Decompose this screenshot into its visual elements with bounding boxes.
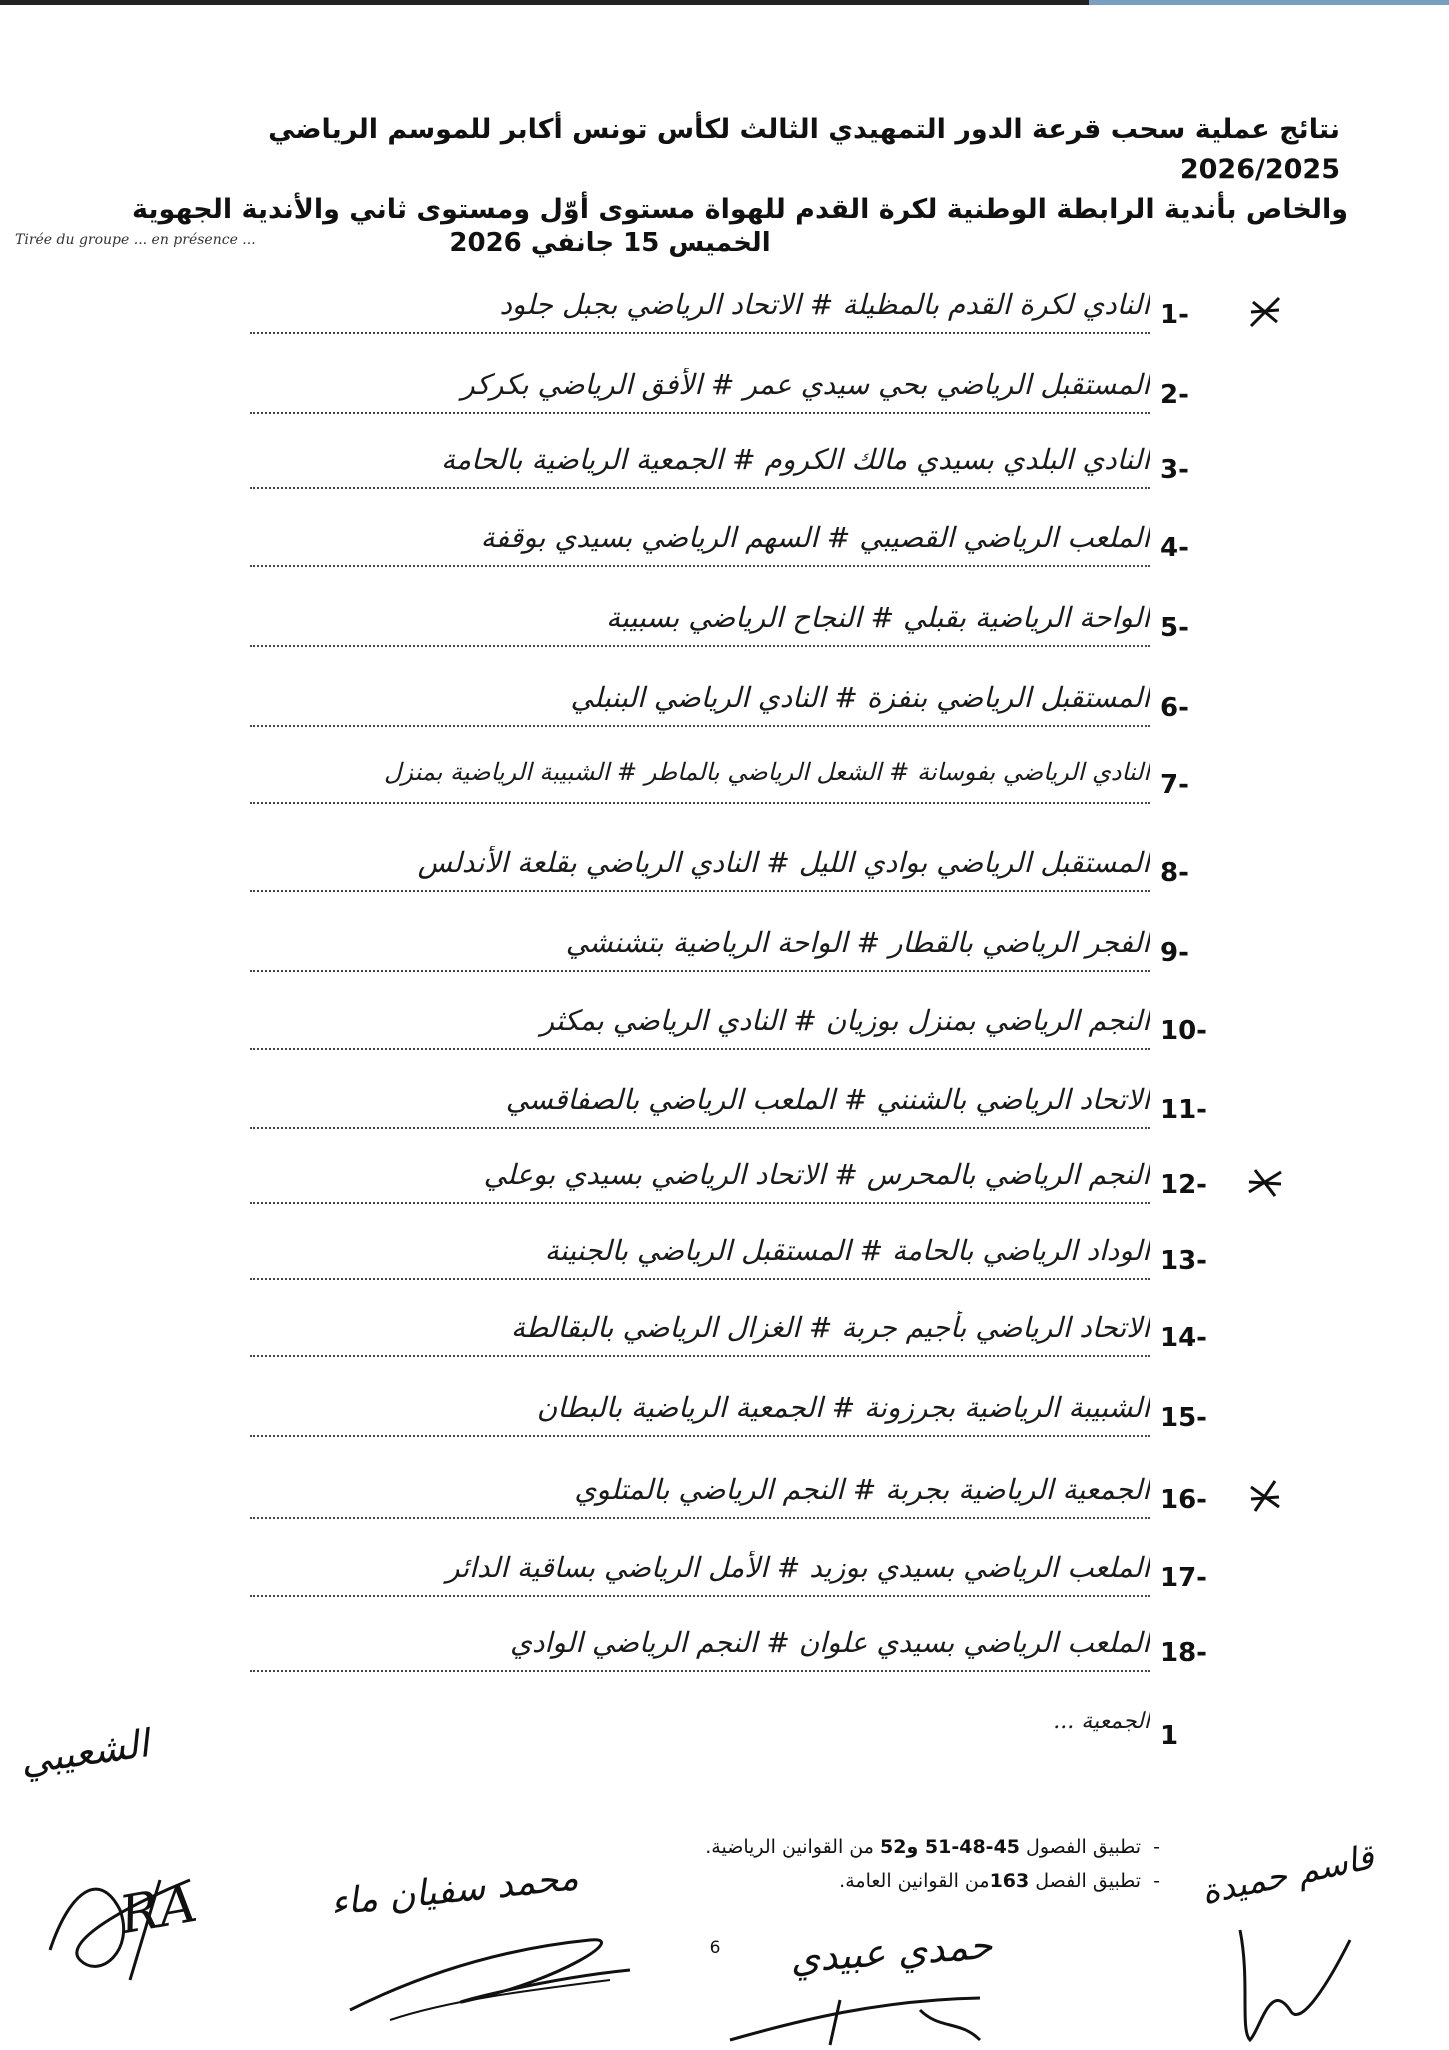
match-number: 14- (1160, 1323, 1207, 1353)
signature-right-scribble-icon (1220, 1920, 1370, 2050)
match-text: الاتحاد الرياضي بالشنني # الملعب الرياضي بالصفاقسي (505, 1083, 1150, 1116)
match-number: 2- (1160, 380, 1189, 410)
match-number: 8- (1160, 858, 1189, 888)
signature-bottom-scribble-icon (720, 1990, 1040, 2050)
signature-bottom-middle: حمدي عبيدي (788, 1922, 994, 1982)
match-text: الواحة الرياضية بقبلي # النجاح الرياضي بسبيبة (606, 601, 1150, 634)
page-number: 6 (709, 1938, 721, 1958)
star-mark-icon (1245, 1162, 1285, 1202)
dotted-line (250, 1355, 1150, 1357)
match-row (0, 1467, 1449, 1537)
match-row (0, 1385, 1449, 1455)
match-text: النادي الرياضي بفوسانة # الشعل الرياضي بالماطر # الشبيبة الرياضية بمنزل (383, 758, 1150, 786)
match-row (0, 362, 1449, 432)
match-text: النجم الرياضي بمنزل بوزيان # النادي الرياضي بمكثر (540, 1004, 1150, 1037)
match-text: الوداد الرياضي بالحامة # المستقبل الرياضي بالجنينة (544, 1234, 1150, 1267)
match-row (0, 840, 1449, 910)
match-number: 16- (1160, 1485, 1207, 1515)
match-row (0, 752, 1449, 822)
match-number: 11- (1160, 1095, 1207, 1125)
match-row (0, 1545, 1449, 1615)
note-articles: 45-48-51 و52 (879, 1836, 1021, 1858)
dotted-line (250, 565, 1150, 567)
dotted-line (250, 1202, 1150, 1204)
dotted-line (250, 802, 1150, 804)
note-item: - تطبيق الفصول 45-48-51 و52 من القوانين الرياضية. (705, 1836, 1160, 1858)
match-number: 6- (1160, 693, 1189, 723)
match-row (0, 1152, 1449, 1222)
note-text: تطبيق الفصل (1029, 1870, 1142, 1892)
match-text: الجمعية الرياضية بجربة # النجم الرياضي بالمتلوي (574, 1473, 1150, 1506)
dotted-line (250, 1048, 1150, 1050)
note-text: تطبيق الفصول (1020, 1836, 1142, 1858)
dotted-line (250, 1595, 1150, 1597)
match-number: 10- (1160, 1016, 1207, 1046)
signature-left-scribble-icon (40, 1850, 240, 2000)
match-number: 1 (1160, 1721, 1179, 1751)
match-number: 15- (1160, 1403, 1207, 1433)
match-text: المستقبل الرياضي بحي سيدي عمر # الأفق الرياضي بكركر (461, 368, 1150, 401)
document-title (120, 110, 1360, 230)
dotted-line (250, 1278, 1150, 1280)
dotted-line (250, 1127, 1150, 1129)
match-row (0, 1305, 1449, 1375)
dotted-line (250, 725, 1150, 727)
match-row (0, 1703, 1449, 1773)
match-number: 4- (1160, 533, 1189, 563)
match-number: 17- (1160, 1563, 1207, 1593)
signature-initials: RA (115, 1873, 202, 1947)
match-number: 3- (1160, 455, 1189, 485)
signature-right: قاسم حميدة (1197, 1837, 1378, 1913)
dotted-line (250, 1517, 1150, 1519)
signature-middle: محمد سفيان ماء (328, 1857, 581, 1924)
match-number: 1- (1160, 300, 1189, 330)
note-text: من القوانين الرياضية. (705, 1836, 880, 1858)
match-row (0, 282, 1449, 352)
footer-notes (480, 1830, 1160, 1898)
match-text: النادي لكرة القدم بالمظيلة # الاتحاد الرياضي بجبل جلود (499, 288, 1150, 321)
match-text: الفجر الرياضي بالقطار # الواحة الرياضية بتشنشي (565, 926, 1150, 959)
star-mark-icon (1245, 292, 1285, 332)
match-text: الملعب الرياضي القصيبي # السهم الرياضي بسيدي بوقفة (480, 521, 1150, 554)
signature-middle-scribble-icon (330, 1920, 730, 2030)
match-row (0, 1077, 1449, 1147)
dotted-line (250, 645, 1150, 647)
match-row (0, 595, 1449, 665)
match-row (0, 1228, 1449, 1298)
match-row (0, 515, 1449, 585)
match-number: 13- (1160, 1246, 1207, 1276)
match-text: الاتحاد الرياضي بأجيم جربة # الغزال الرياضي بالبقالطة (511, 1311, 1150, 1344)
match-text: المستقبل الرياضي بنفزة # النادي الرياضي البنبلي (570, 681, 1150, 714)
match-text: المستقبل الرياضي بوادي الليل # النادي الرياضي بقلعة الأندلس (417, 846, 1150, 879)
match-row (0, 675, 1449, 745)
draw-date: الخميس 15 جانفي 2026 (449, 228, 771, 258)
match-number: 12- (1160, 1170, 1207, 1200)
match-row (0, 920, 1449, 990)
title-line-2: والخاص بأندية الرابطة الوطنية لكرة القدم للهواة مستوى أوّل ومستوى ثاني والأندية الجهوية (132, 194, 1348, 225)
match-row (0, 1620, 1449, 1690)
dotted-line (250, 412, 1150, 414)
match-text: الملعب الرياضي بسيدي علوان # النجم الرياضي الوادي (510, 1626, 1150, 1659)
match-number: 7- (1160, 770, 1189, 800)
handwritten-date-note: Tirée du groupe ... en présence ... (15, 232, 256, 248)
dotted-line (250, 1670, 1150, 1672)
dotted-line (250, 487, 1150, 489)
dotted-line (250, 1435, 1150, 1437)
match-text: النادي البلدي بسيدي مالك الكروم # الجمعية الرياضية بالحامة (441, 443, 1150, 476)
match-text: الجمعية ... (1053, 1709, 1150, 1734)
dotted-line (250, 970, 1150, 972)
dotted-line (250, 332, 1150, 334)
match-row (0, 998, 1449, 1068)
match-text: النجم الرياضي بالمحرس # الاتحاد الرياضي بسيدي بوعلي (483, 1158, 1150, 1191)
scan-edge-accent (1089, 0, 1449, 5)
note-item: - تطبيق الفصل 163من القوانين العامة. (839, 1870, 1160, 1892)
match-number: 5- (1160, 613, 1189, 643)
note-articles: 163 (989, 1870, 1030, 1892)
dotted-line (250, 890, 1150, 892)
star-mark-icon (1245, 1477, 1285, 1517)
match-text: الشبيبة الرياضية بجرزونة # الجمعية الرياضية بالبطان (536, 1391, 1150, 1424)
match-row (0, 437, 1449, 507)
note-text: من القوانين العامة. (839, 1870, 990, 1892)
match-number: 9- (1160, 938, 1189, 968)
match-text: الملعب الرياضي بسيدي بوزيد # الأمل الرياضي بساقية الدائر (445, 1551, 1150, 1584)
match-number: 18- (1160, 1638, 1207, 1668)
signature-top-left: الشعيبي (17, 1721, 152, 1783)
title-line-1: نتائج عملية سحب قرعة الدور التمهيدي الثالث لكأس تونس أكابر للموسم الرياضي 2026/2025 (268, 114, 1340, 185)
